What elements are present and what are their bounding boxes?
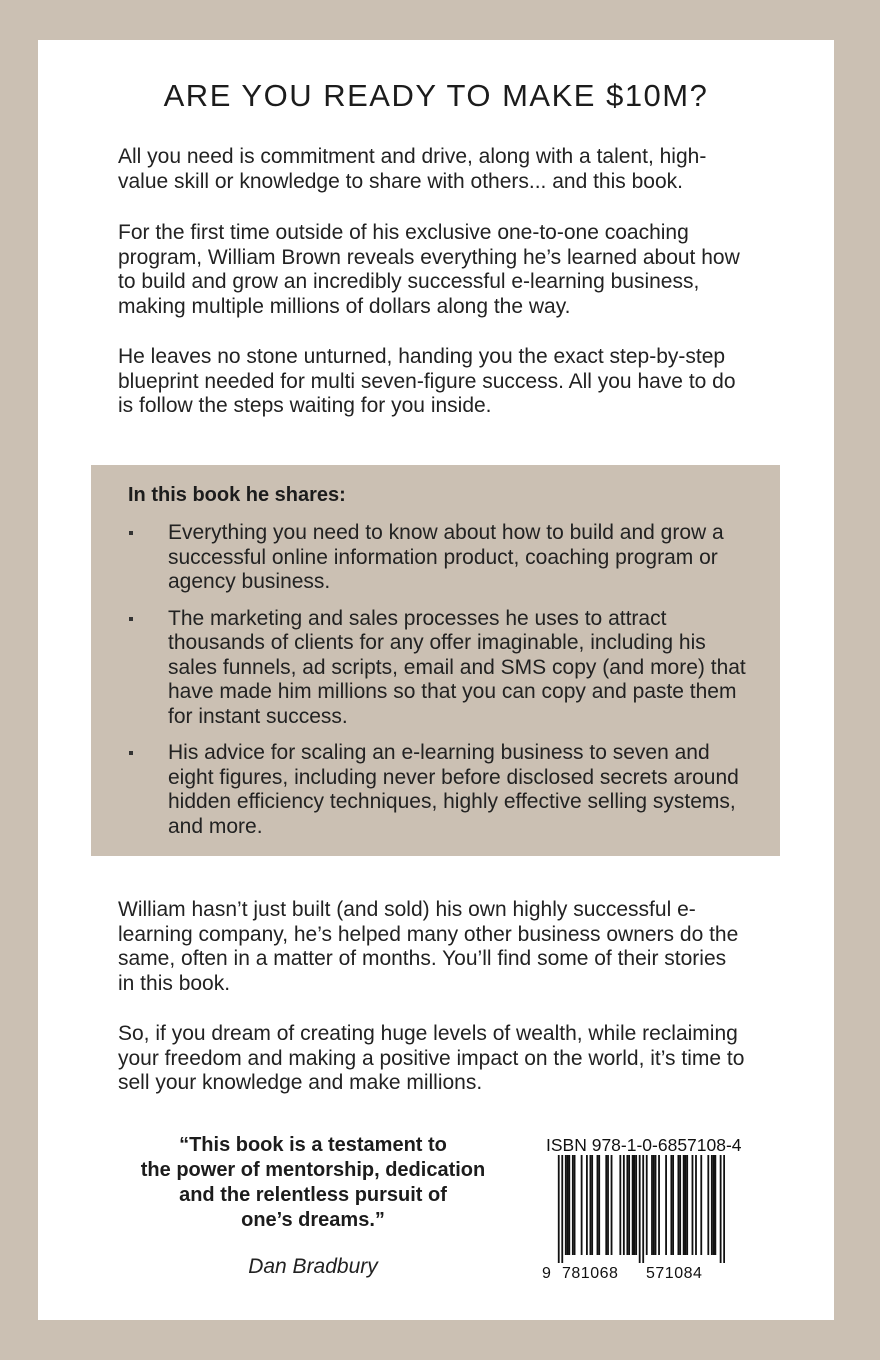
- intro-paragraph-1: All you need is commitment and drive, along with a talent, high-value skill or knowledge to share with others... and this book.: [118, 145, 707, 193]
- endorsement-quote: [128, 1133, 498, 1233]
- barcode-bar: [626, 1155, 628, 1255]
- barcode-bar: [607, 1155, 609, 1255]
- barcode-bar: [611, 1155, 613, 1255]
- barcode-bar: [639, 1155, 641, 1263]
- barcode-bar: [713, 1155, 715, 1255]
- barcode-bar: [635, 1155, 637, 1255]
- barcode-bar: [723, 1155, 725, 1263]
- barcode-bar: [574, 1155, 576, 1255]
- barcode-digits: [542, 1263, 725, 1285]
- bullet-text: Everything you need to know about how to build and grow a successful online information product, coaching program or agency business.: [168, 521, 724, 593]
- barcode-bar: [567, 1155, 569, 1255]
- barcode-bar: [707, 1155, 709, 1255]
- quote-line: and the relentless pursuit of: [179, 1184, 447, 1206]
- highlights-panel: [91, 465, 780, 856]
- barcode-bar: [581, 1155, 583, 1255]
- barcode-lead-digit: 9: [542, 1265, 552, 1282]
- bullet-marker-icon: [129, 751, 133, 755]
- barcode-bar: [598, 1155, 600, 1255]
- barcode-bar: [561, 1155, 563, 1263]
- back-cover-page: [38, 40, 834, 1320]
- barcode-bar: [619, 1155, 621, 1255]
- barcode-bar: [568, 1155, 570, 1255]
- barcode-bar: [711, 1155, 713, 1255]
- barcode-bar: [565, 1155, 567, 1255]
- barcode-bar: [651, 1155, 653, 1255]
- bullet-item: [91, 521, 780, 595]
- headline: ARE YOU READY TO MAKE $10M?: [163, 78, 709, 113]
- barcode-bar: [658, 1155, 660, 1255]
- closing-paragraph-1: William hasn’t just built (and sold) his own highly successful e-learning company, he’s helped many other business owners do the same, often in a matter of months. You’ll find some of their stories in this book.: [118, 898, 739, 995]
- barcode-bar: [665, 1155, 667, 1255]
- panel-title: In this book he shares:: [128, 484, 346, 506]
- intro-paragraph-2: For the first time outside of his exclusive one-to-one coaching program, William Brown reveals everything he’s learned about how to build and grow an incredibly successful e-learning business, making multiple millions of dollars along the way.: [118, 221, 740, 318]
- bullet-list: [91, 521, 780, 851]
- barcode-bar: [679, 1155, 681, 1255]
- barcode-bar: [670, 1155, 672, 1255]
- isbn-label: ISBN 978-1-0-6857108-4: [546, 1135, 742, 1155]
- bullet-item: [91, 607, 780, 730]
- barcode-bar: [632, 1155, 634, 1255]
- barcode-bar: [597, 1155, 599, 1255]
- barcode-image: [542, 1155, 725, 1263]
- barcode-bar: [623, 1155, 625, 1255]
- barcode-bar: [683, 1155, 685, 1255]
- barcode-bar: [590, 1155, 592, 1255]
- barcode-bar: [628, 1155, 630, 1255]
- barcode-bar: [558, 1155, 560, 1263]
- barcode-bar: [677, 1155, 679, 1255]
- barcode-bar: [646, 1155, 648, 1255]
- barcode-bar: [700, 1155, 702, 1255]
- barcode-bar: [672, 1155, 674, 1255]
- quote-line: one’s dreams.”: [241, 1209, 385, 1231]
- barcode-bar: [686, 1155, 688, 1255]
- barcode-bar: [586, 1155, 588, 1255]
- barcode-bar: [642, 1155, 644, 1263]
- barcode-bar: [695, 1155, 697, 1255]
- bullet-marker-icon: [129, 617, 133, 621]
- barcode-bar: [720, 1155, 722, 1263]
- bullet-text: The marketing and sales processes he uses to attract thousands of clients for any offer imaginable, including his sales funnels, ad scripts, email and SMS copy (and more) that have made him millions so that you can copy and paste them for instant success.: [168, 606, 746, 728]
- barcode-left-digits: 781068: [562, 1265, 619, 1282]
- bullet-item: [91, 741, 780, 839]
- quote-line: the power of mentorship, dedication: [140, 1159, 486, 1181]
- barcode-bar: [605, 1155, 607, 1255]
- barcode-bar: [685, 1155, 687, 1255]
- barcode-right-digits: 571084: [646, 1265, 703, 1282]
- barcode-bar: [655, 1155, 657, 1255]
- barcode-bar: [591, 1155, 593, 1255]
- barcode-bar: [634, 1155, 636, 1255]
- bullet-text: His advice for scaling an e-learning business to seven and eight figures, including never before disclosed secrets around hidden efficiency techniques, highly effective selling systems, and more.: [168, 741, 739, 838]
- bullet-marker-icon: [129, 531, 133, 535]
- barcode-bar: [653, 1155, 655, 1255]
- quote-line: “This book is a testament to: [179, 1134, 447, 1156]
- barcode-bar: [692, 1155, 694, 1255]
- closing-paragraph-2: So, if you dream of creating huge levels of wealth, while reclaiming your freedom and making a positive impact on the world, it’s time to sell your knowledge and make millions.: [118, 1022, 745, 1094]
- barcode-bar: [572, 1155, 574, 1255]
- intro-paragraph-3: He leaves no stone unturned, handing you the exact step-by-step blueprint needed for multi seven-figure success. All you have to do is follow the steps waiting for you inside.: [118, 345, 736, 417]
- quote-author: Dan Bradbury: [248, 1255, 378, 1278]
- barcode-bar: [714, 1155, 716, 1255]
